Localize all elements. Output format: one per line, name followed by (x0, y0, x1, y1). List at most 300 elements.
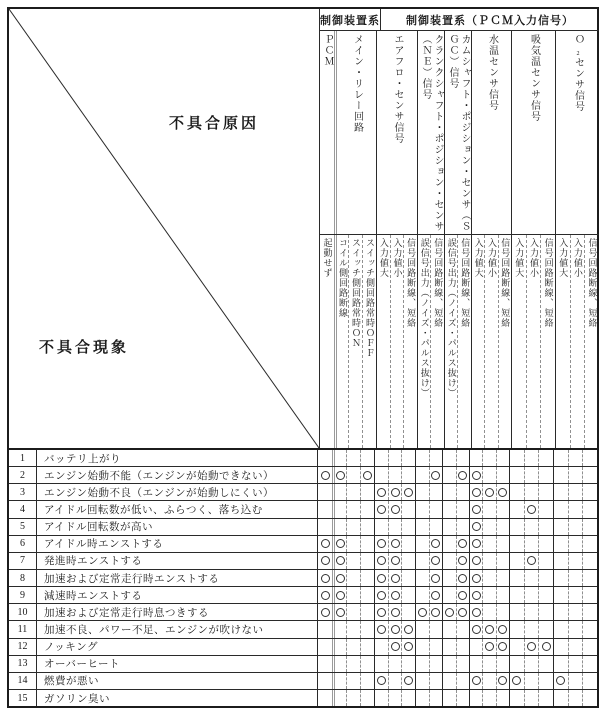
applicable-mark-circle (431, 591, 440, 600)
applicable-mark-circle (336, 556, 345, 565)
grid-cell (456, 621, 470, 637)
group-header-label: クランクシャフト・ポジション・センサ（ＮＥ）信号 (420, 34, 443, 232)
grid-cell (388, 536, 402, 552)
grid-cell (442, 484, 456, 500)
grid-cell (401, 519, 415, 535)
applicable-mark-circle (321, 539, 330, 548)
applicable-mark-circle (336, 574, 345, 583)
diagnosis-table (7, 7, 599, 708)
grid-cell (582, 450, 597, 466)
grid-cell (332, 553, 346, 569)
grid-cell (568, 536, 583, 552)
failure-mode-label: 信号回路断線、短絡 (406, 238, 417, 328)
applicable-mark-circle (336, 591, 345, 600)
grid-cell (401, 484, 415, 500)
grid-cell (568, 639, 583, 655)
applicable-mark-circle (472, 471, 481, 480)
grid-cell (469, 536, 482, 552)
failure-mode-label: 入力値大 (514, 238, 525, 278)
grid-cell (469, 467, 482, 483)
grid-cell (360, 639, 374, 655)
grid-cell (469, 501, 482, 517)
grid-cell (568, 621, 583, 637)
applicable-mark-circle (472, 505, 481, 514)
symptom-label: 燃費が悪い (36, 673, 317, 689)
applicable-mark-circle (391, 591, 400, 600)
grid-cell (401, 639, 415, 655)
grid-cell (496, 484, 509, 500)
grid-cell (388, 656, 402, 672)
grid-cell (388, 519, 402, 535)
group-header-cell (444, 31, 471, 234)
failure-mode-header-cell (484, 235, 497, 448)
applicable-mark-circle (336, 539, 345, 548)
row-number: 8 (20, 572, 25, 584)
grid-cell (374, 570, 388, 586)
grid-cell (456, 656, 470, 672)
failure-mode-label: 入力値小 (392, 238, 403, 278)
grid-cell (360, 673, 374, 689)
grid-cell (553, 519, 568, 535)
grid-cell (442, 536, 456, 552)
grid-cell (332, 673, 346, 689)
failure-mode-header-cell (334, 235, 348, 448)
applicable-mark-circle (391, 488, 400, 497)
grid-cell (442, 621, 456, 637)
grid-cell (456, 553, 470, 569)
applicable-mark-circle (498, 625, 507, 634)
failure-mode-header-cell (376, 235, 390, 448)
row-number: 4 (20, 503, 25, 515)
mark-cells (317, 501, 597, 517)
applicable-mark-circle (363, 471, 372, 480)
applicable-mark-circle (377, 488, 386, 497)
grid-cell (346, 501, 360, 517)
grid-cell (553, 656, 568, 672)
grid-cell (415, 587, 429, 603)
symptom-label: アイドル回転数が低い、ふらつく、落ち込む (36, 501, 317, 517)
failure-mode-label: 起動せず (322, 238, 333, 278)
grid-cell (553, 467, 568, 483)
table-row (9, 535, 597, 552)
failure-mode-label: 誤信号出力（ノイズ・パルス抜け） (446, 238, 457, 398)
table-row (9, 620, 597, 637)
symptom-label: エンジン始動不良（エンジンが始動しにくい） (36, 484, 317, 500)
grid-cell (388, 501, 402, 517)
grid-cell (538, 604, 553, 620)
grid-cell (553, 690, 568, 706)
grid-cell (374, 621, 388, 637)
grid-cell (429, 450, 443, 466)
grid-cell (415, 467, 429, 483)
mark-cells (317, 621, 597, 637)
grid-cell (469, 621, 482, 637)
row-number: 12 (17, 641, 28, 653)
grid-cell (469, 450, 482, 466)
applicable-mark-circle (391, 642, 400, 651)
applicable-mark-circle (377, 539, 386, 548)
grid-cell (429, 501, 443, 517)
grid-cell (346, 587, 360, 603)
failure-mode-header-cell (320, 235, 334, 448)
grid-cell (469, 604, 482, 620)
grid-cell (509, 553, 524, 569)
table-row (9, 552, 597, 569)
grid-cell (332, 536, 346, 552)
grid-cell (456, 450, 470, 466)
symptom-rows-body (9, 448, 597, 706)
grid-cell (346, 621, 360, 637)
applicable-mark-circle (472, 574, 481, 583)
grid-cell (442, 553, 456, 569)
grid-cell (442, 604, 456, 620)
group-header-cell (376, 31, 417, 234)
grid-cell (524, 536, 539, 552)
grid-cell (482, 673, 495, 689)
grid-cell (456, 501, 470, 517)
grid-cell (538, 621, 553, 637)
applicable-mark-circle (556, 676, 565, 685)
row-number: 9 (20, 589, 25, 601)
grid-cell (388, 570, 402, 586)
grid-cell (332, 587, 346, 603)
grid-cell (538, 484, 553, 500)
group-header-label: 吸気温センサ信号 (528, 34, 540, 122)
grid-cell (553, 570, 568, 586)
grid-cell (401, 501, 415, 517)
mark-cells (317, 656, 597, 672)
grid-cell (318, 621, 332, 637)
failure-mode-label: 入力値小 (528, 238, 539, 278)
grid-cell (401, 536, 415, 552)
grid-cell (482, 639, 495, 655)
mark-cells (317, 519, 597, 535)
row-number: 2 (20, 469, 25, 481)
table-row (9, 483, 597, 500)
failure-mode-label: 誤信号出力（ノイズ・パルス抜け） (419, 238, 430, 398)
grid-cell (553, 604, 568, 620)
group-header-cell (320, 31, 334, 234)
grid-cell (401, 690, 415, 706)
grid-cell (482, 587, 495, 603)
grid-cell (401, 621, 415, 637)
grid-cell (456, 604, 470, 620)
failure-mode-label: 入力値小 (572, 238, 583, 278)
grid-cell (360, 553, 374, 569)
grid-cell (360, 519, 374, 535)
grid-cell (482, 656, 495, 672)
grid-cell (360, 536, 374, 552)
mark-cells (317, 553, 597, 569)
grid-cell (568, 587, 583, 603)
applicable-mark-circle (391, 625, 400, 634)
grid-cell (553, 484, 568, 500)
grid-cell (401, 587, 415, 603)
failure-mode-header-cell (444, 235, 458, 448)
group-header-label: 水温センサ信号 (486, 34, 498, 111)
group-header-cell (334, 31, 376, 234)
symptom-label: バッテリ上がり (36, 450, 317, 466)
grid-cell (496, 639, 509, 655)
grid-cell (374, 553, 388, 569)
failure-mode-label: 信号回路断線、短絡 (433, 238, 444, 328)
failure-mode-header-cell (511, 235, 526, 448)
grid-cell (582, 519, 597, 535)
failure-mode-label: 信号回路断線、短絡 (587, 238, 598, 328)
grid-cell (429, 519, 443, 535)
failure-mode-header-cell (362, 235, 376, 448)
grid-cell (318, 587, 332, 603)
applicable-mark-circle (485, 625, 494, 634)
grid-cell (524, 570, 539, 586)
grid-cell (496, 570, 509, 586)
grid-cell (524, 673, 539, 689)
grid-cell (374, 639, 388, 655)
grid-cell (442, 450, 456, 466)
grid-cell (524, 553, 539, 569)
grid-cell (509, 587, 524, 603)
grid-cell (496, 604, 509, 620)
applicable-mark-circle (431, 608, 440, 617)
failure-mode-header-cell (570, 235, 585, 448)
grid-cell (442, 639, 456, 655)
grid-cell (332, 450, 346, 466)
grid-cell (360, 450, 374, 466)
mark-cells (317, 587, 597, 603)
grid-cell (318, 484, 332, 500)
failure-mode-label: 信号回路断線、短絡 (543, 238, 554, 328)
failure-mode-label: 入力値大 (473, 238, 484, 278)
applicable-mark-circle (472, 591, 481, 600)
grid-cell (388, 467, 402, 483)
system-header-band (320, 9, 599, 31)
applicable-mark-circle (391, 505, 400, 514)
grid-cell (346, 484, 360, 500)
grid-cell (538, 656, 553, 672)
grid-cell (496, 621, 509, 637)
applicable-mark-circle (377, 574, 386, 583)
group-header-label: エアフロ・センサ信号 (392, 34, 403, 144)
grid-cell (482, 519, 495, 535)
grid-cell (332, 656, 346, 672)
grid-cell (509, 519, 524, 535)
grid-cell (524, 467, 539, 483)
group-header-label: ＰＣＭ (322, 34, 333, 67)
grid-cell (442, 519, 456, 535)
symptom-label: 加速不良、パワー不足、エンジンが吹けない (36, 621, 317, 637)
row-number: 3 (20, 486, 25, 498)
grid-cell (509, 673, 524, 689)
grid-cell (374, 450, 388, 466)
grid-cell (568, 501, 583, 517)
grid-cell (456, 673, 470, 689)
grid-cell (469, 484, 482, 500)
applicable-mark-circle (498, 642, 507, 651)
system-header-control: 制御装置系 (320, 14, 380, 27)
failure-mode-label: 信号回路断線、短絡 (500, 238, 511, 328)
grid-cell (524, 484, 539, 500)
grid-cell (415, 519, 429, 535)
applicable-mark-circle (404, 642, 413, 651)
symptom-axis-label: 不具合現象 (39, 340, 130, 356)
failure-mode-header-cell (348, 235, 362, 448)
failure-mode-header-cell (390, 235, 404, 448)
mark-cells (317, 639, 597, 655)
grid-cell (509, 484, 524, 500)
mark-cells (317, 673, 597, 689)
grid-cell (318, 501, 332, 517)
symptom-label: ガソリン臭い (36, 690, 317, 706)
symptom-label: ノッキング (36, 639, 317, 655)
applicable-mark-circle (472, 608, 481, 617)
table-header (9, 9, 597, 448)
grid-cell (332, 484, 346, 500)
grid-cell (415, 673, 429, 689)
grid-cell (388, 450, 402, 466)
grid-cell (318, 536, 332, 552)
grid-cell (429, 553, 443, 569)
grid-cell (346, 570, 360, 586)
symptom-label: 加速および定常走行時息つきする (36, 604, 317, 620)
grid-cell (509, 604, 524, 620)
grid-cell (538, 501, 553, 517)
grid-cell (553, 621, 568, 637)
table-row (9, 586, 597, 603)
grid-cell (496, 553, 509, 569)
grid-cell (415, 604, 429, 620)
grid-cell (429, 604, 443, 620)
grid-cell (318, 553, 332, 569)
applicable-mark-circle (336, 608, 345, 617)
grid-cell (582, 553, 597, 569)
group-header-cell (471, 31, 511, 234)
grid-cell (415, 570, 429, 586)
row-number: 5 (20, 521, 25, 533)
diagonal-corner-cell (9, 9, 319, 448)
applicable-mark-circle (458, 608, 467, 617)
grid-cell (538, 639, 553, 655)
grid-cell (374, 501, 388, 517)
applicable-mark-circle (391, 539, 400, 548)
applicable-mark-circle (404, 676, 413, 685)
grid-cell (415, 690, 429, 706)
grid-cell (456, 639, 470, 655)
failure-mode-header-cell (471, 235, 484, 448)
row-number: 15 (17, 692, 28, 704)
grid-cell (456, 467, 470, 483)
grid-cell (415, 621, 429, 637)
grid-cell (346, 673, 360, 689)
grid-cell (401, 450, 415, 466)
grid-cell (482, 484, 495, 500)
grid-cell (360, 621, 374, 637)
grid-cell (496, 536, 509, 552)
grid-cell (509, 450, 524, 466)
grid-cell (582, 484, 597, 500)
grid-cell (538, 587, 553, 603)
grid-cell (456, 519, 470, 535)
grid-cell (582, 639, 597, 655)
group-header-cell (511, 31, 555, 234)
group-header-label: カムシャフト・ポジション・センサ（ＳＧＣ）信号 (447, 34, 470, 232)
failure-mode-header-cell (417, 235, 431, 448)
grid-cell (568, 673, 583, 689)
applicable-mark-circle (431, 539, 440, 548)
grid-cell (568, 570, 583, 586)
failure-mode-label: スイッチ側回路常時ＯＮ (351, 238, 361, 348)
grid-cell (524, 587, 539, 603)
grid-cell (524, 501, 539, 517)
grid-cell (360, 690, 374, 706)
grid-cell (332, 690, 346, 706)
grid-cell (374, 484, 388, 500)
grid-cell (553, 673, 568, 689)
applicable-mark-circle (472, 539, 481, 548)
grid-cell (538, 467, 553, 483)
applicable-mark-circle (336, 471, 345, 480)
grid-cell (482, 621, 495, 637)
grid-cell (524, 519, 539, 535)
applicable-mark-circle (472, 522, 481, 531)
grid-cell (482, 570, 495, 586)
applicable-mark-circle (485, 488, 494, 497)
grid-cell (360, 467, 374, 483)
failure-mode-header-cell (498, 235, 511, 448)
grid-cell (568, 553, 583, 569)
applicable-mark-circle (391, 556, 400, 565)
grid-cell (429, 484, 443, 500)
applicable-mark-circle (485, 642, 494, 651)
applicable-mark-circle (458, 574, 467, 583)
grid-cell (442, 673, 456, 689)
grid-cell (332, 604, 346, 620)
grid-cell (582, 536, 597, 552)
grid-cell (374, 536, 388, 552)
grid-cell (346, 536, 360, 552)
grid-cell (469, 639, 482, 655)
grid-cell (553, 639, 568, 655)
grid-cell (415, 484, 429, 500)
grid-cell (415, 639, 429, 655)
table-row (9, 518, 597, 535)
mark-cells (317, 690, 597, 706)
grid-cell (496, 656, 509, 672)
grid-cell (496, 587, 509, 603)
grid-cell (538, 553, 553, 569)
grid-cell (388, 604, 402, 620)
applicable-mark-circle (458, 591, 467, 600)
failure-mode-header-cell (555, 235, 570, 448)
grid-cell (496, 673, 509, 689)
row-number: 14 (17, 675, 28, 687)
grid-cell (538, 690, 553, 706)
grid-cell (429, 656, 443, 672)
table-row (9, 638, 597, 655)
grid-cell (388, 587, 402, 603)
grid-cell (374, 519, 388, 535)
grid-cell (482, 450, 495, 466)
mark-cells (317, 536, 597, 552)
applicable-mark-circle (321, 591, 330, 600)
failure-mode-label: 入力値大 (558, 238, 569, 278)
grid-cell (582, 621, 597, 637)
grid-cell (496, 501, 509, 517)
applicable-mark-circle (321, 556, 330, 565)
grid-cell (332, 621, 346, 637)
grid-cell (568, 690, 583, 706)
applicable-mark-circle (472, 488, 481, 497)
row-number: 11 (17, 623, 28, 635)
